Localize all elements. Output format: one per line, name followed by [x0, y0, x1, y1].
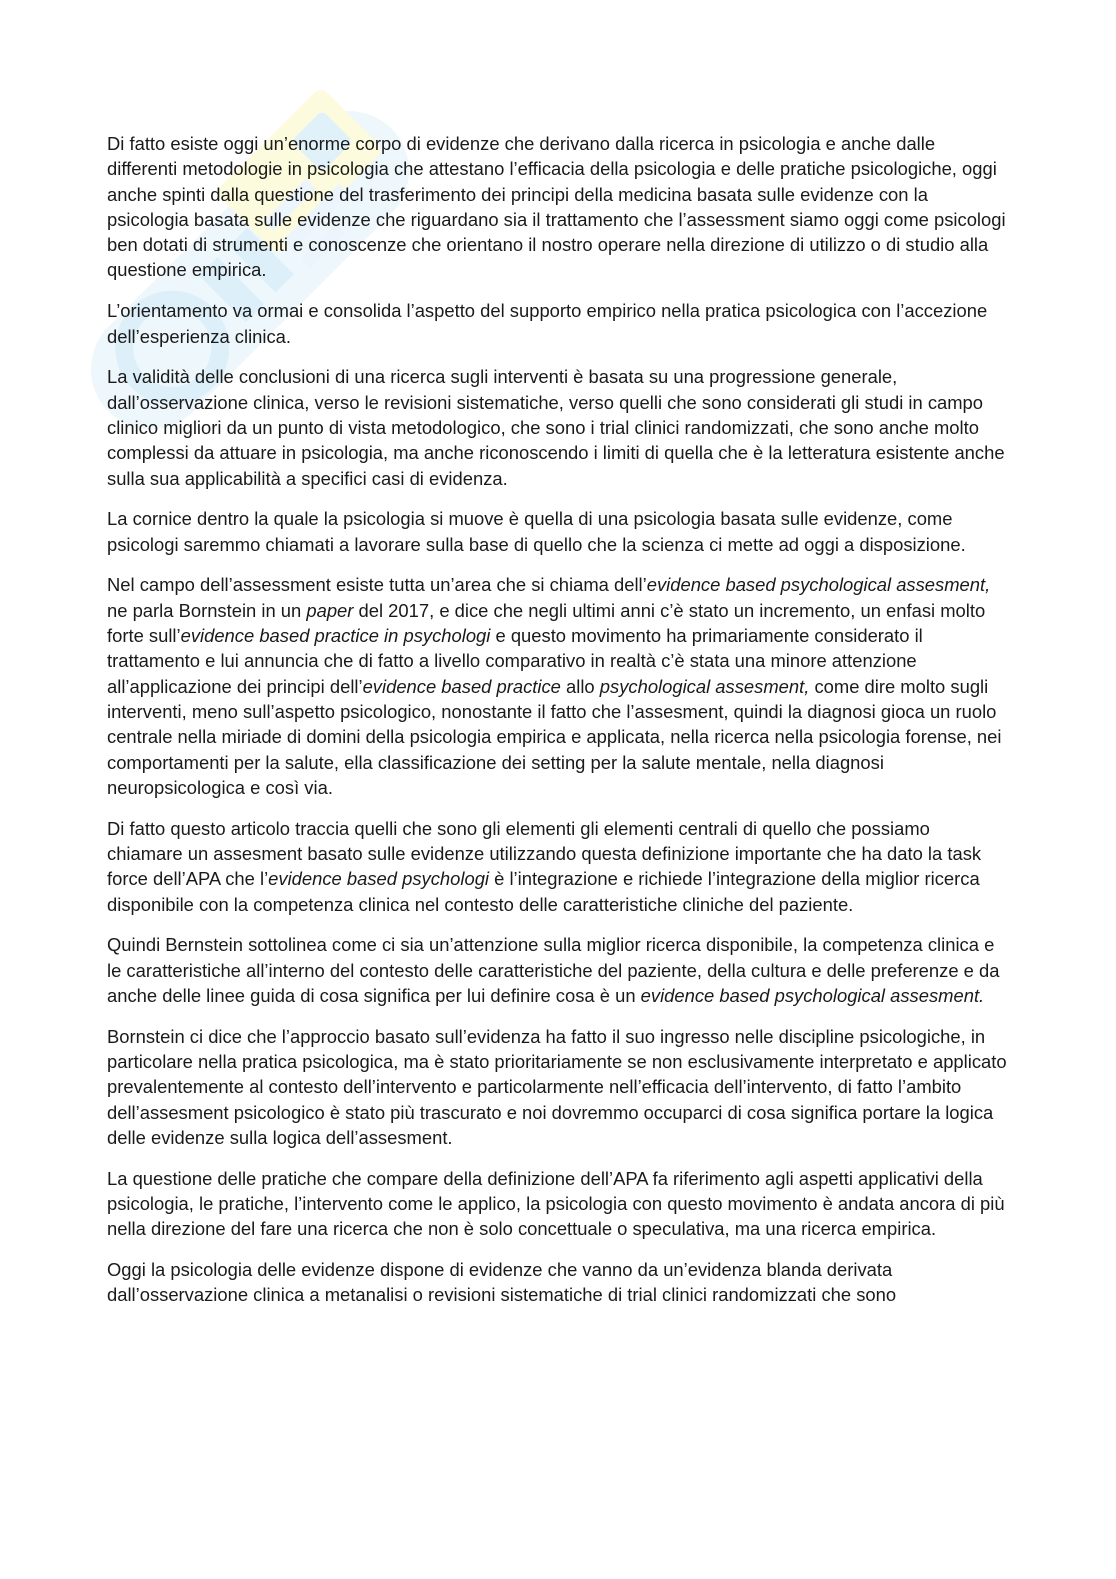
- text-run: ne parla Bornstein in un: [107, 599, 307, 621]
- text-run: Bornstein ci dice che l’approccio basato sull’evidenza ha fatto il suo ingresso nelle discipline psicologiche, in particolare nella pratica psicologica, ma è stato prioritariamente se non esclusivamente interpretato e applicato prevalentemente al contesto dell’intervento e particolarmente nell’efficacia dell’intervento, di fatto l’ambito dell’assesment psicologico è stato più trascurato e noi dovremmo occuparci di cosa significa portare la logica delle evidenze sulla logica dell’assesment.: [107, 1025, 1007, 1148]
- paragraph: [107, 364, 1007, 490]
- text-run: è l’integrazione e richiede l’integrazione della miglior ricerca disponibile con la competenza clinica nel contesto delle caratteristiche cliniche del paziente.: [107, 868, 980, 915]
- document-body: [107, 131, 1007, 1323]
- text-run: Di fatto questo articolo traccia quelli che sono gli elementi gli elementi centrali di quello che possiamo chiamare un assesment basato sulle evidenze utilizzando questa definizione importante che ha dato la task force dell’APA che l’: [107, 817, 982, 890]
- italic-term: evidence based practice: [362, 675, 561, 697]
- text-run: Nel campo dell’assessment esiste tutta un’area che si chiama dell’: [107, 574, 647, 596]
- paragraph: [107, 506, 1007, 557]
- text-run: come dire molto sugli interventi, meno sull’aspetto psicologico, nonostante il fatto che l’assesment, quindi la diagnosi gioca un ruolo centrale nella miriade di domini della psicologia empirica e applicata, nella ricerca nella psicologia forense, nei comportamenti per la salute, ella classificazione dei setting per la salute mentale, nella diagnosi neuropsicologica e così via.: [107, 675, 1002, 798]
- text-run: La cornice dentro la quale la psicologia si muove è quella di una psicologia basata sulle evidenze, come psicologi saremmo chiamati a lavorare sulla base di quello che la scienza ci mette ad oggi a disposizione.: [107, 508, 966, 555]
- italic-term: evidence based psychological assesment,: [646, 574, 991, 596]
- paragraph: [107, 131, 1007, 283]
- italic-term: evidence based psychological assesment.: [640, 984, 985, 1006]
- italic-term: evidence based practice in psychologi: [180, 625, 491, 647]
- paragraph: [107, 932, 1007, 1008]
- paragraph: [107, 816, 1007, 917]
- text-run: Quindi Bernstein sottolinea come ci sia un’attenzione sulla miglior ricerca disponibile, la competenza clinica e le caratteristiche all’interno del contesto delle caratteristiche del paziente, della cultura e delle preferenze e da anche delle linee guida di cosa significa per lui definire cosa è un: [107, 934, 1000, 1006]
- text-run: L’orientamento va ormai e consolida l’aspetto del supporto empirico nella pratica psicologica con l’accezione dell’esperienza clinica.: [107, 300, 988, 347]
- paragraph: [107, 1024, 1007, 1150]
- text-run: La questione delle pratiche che compare della definizione dell’APA fa riferimento agli aspetti applicativi della psicologia, le pratiche, l’intervento come le applico, la psicologia con questo movimento è andata ancora di più nella direzione del fare una ricerca che non è solo concettuale o speculativa, ma una ricerca empirica.: [107, 1167, 1005, 1240]
- paragraph: [107, 1257, 1007, 1308]
- text-run: Di fatto esiste oggi un’enorme corpo di evidenze che derivano dalla ricerca in psicologia e anche dalle differenti metodologie in psicologia che attestano l’efficacia della psicologia e delle pratiche psicologiche, oggi anche spinti dalla questione del trasferimento dei principi della medicina basata sulle evidenze con la psicologia basata sulle evidenze che riguardano sia il trattamento che l’assessment siamo oggi come psicologi ben dotati di strumenti e conoscenze che orientano il nostro operare nella direzione di utilizzo o di studio alla questione empirica.: [107, 133, 1006, 281]
- paragraph: [107, 1166, 1007, 1242]
- text-run: La validità delle conclusioni di una ricerca sugli interventi è basata su una progressione generale, dall’osservazione clinica, verso le revisioni sistematiche, verso quelli che sono considerati gli studi in campo clinico migliori da un punto di vista metodologico, che sono i trial clinici randomizzati, che sono anche molto complessi da attuare in psicologia, ma anche riconoscendo i limiti di quella che è la letteratura esistente anche sulla sua applicabilità a specifici casi di evidenza.: [107, 366, 1005, 489]
- paragraph: [107, 298, 1007, 349]
- text-run: allo: [560, 675, 600, 697]
- text-run: e questo movimento ha primariamente considerato il trattamento e lui annuncia che di fatto a livello comparativo in realtà c’è stata una minore attenzione all’applicazione dei principi dell’: [107, 625, 923, 697]
- paragraph: [107, 572, 1007, 800]
- italic-term: paper: [306, 599, 354, 621]
- text-run: Oggi la psicologia delle evidenze dispone di evidenze che vanno da un’evidenza blanda derivata dall’osservazione clinica a metanalisi o revisioni sistematiche di trial clinici randomizzati che sono: [107, 1259, 897, 1306]
- text-run: del 2017, e dice che negli ultimi anni c’è stato un incremento, un enfasi molto forte sull’: [107, 599, 986, 647]
- italic-term: evidence based psychologi: [268, 868, 490, 890]
- italic-term: psychological assesment,: [599, 675, 810, 697]
